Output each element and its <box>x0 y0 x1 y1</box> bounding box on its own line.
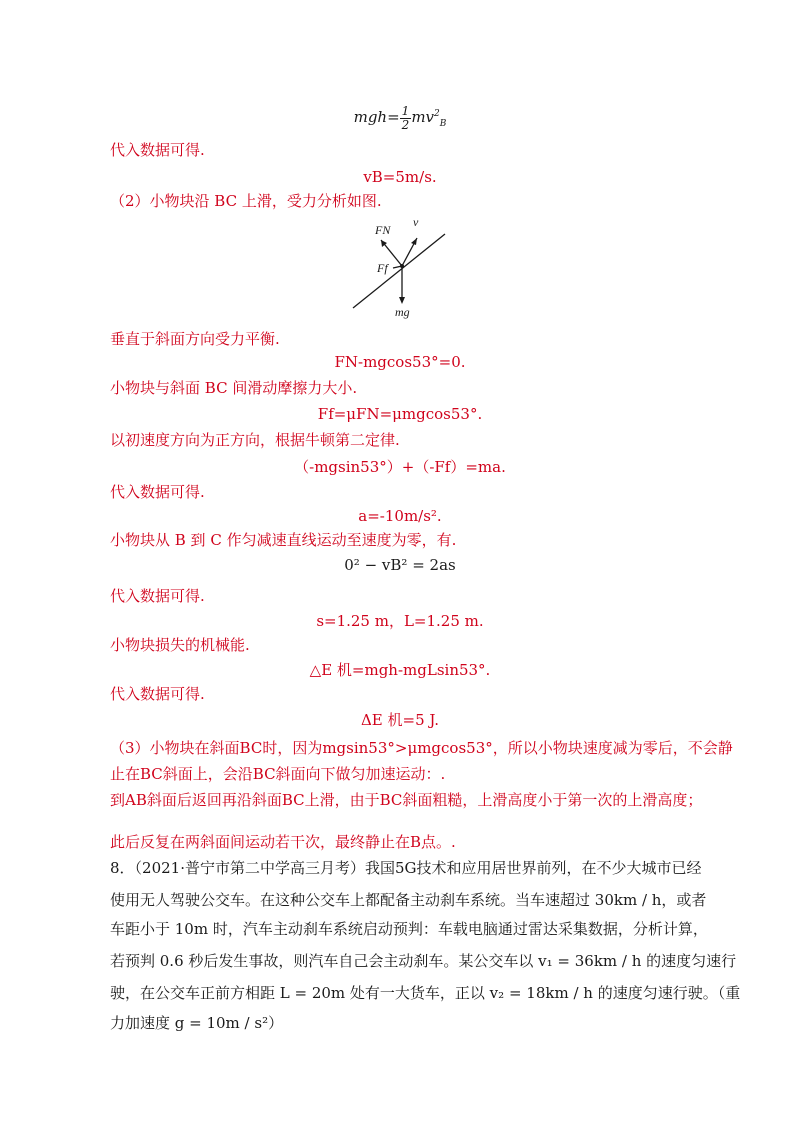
text-motion: 小物块从 B 到 C 作匀减速直线运动至速度为零，有. <box>110 531 457 549</box>
force-diagram <box>345 212 455 322</box>
equation-energy-loss: △E 机=mgh-mgLsin53°. <box>309 661 491 679</box>
fraction-denominator: 2 <box>401 117 410 132</box>
text-friction: 小物块与斜面 BC 间滑动摩擦力大小. <box>110 379 358 397</box>
fraction-numerator: 1 <box>401 103 410 118</box>
equation-normal: FN-mgcos53°=0. <box>334 353 466 371</box>
result-vb: vB=5m/s. <box>363 168 437 186</box>
problem8-line-1: 8．（2021·普宁市第二中学高三月考）我国5G技术和应用居世界前列，在不少大城市已经 <box>110 859 702 877</box>
eq-energy-sup: 2 <box>434 109 440 119</box>
part3-line-2: 止在BC斜面上，会沿BC斜面向下做匀加速运动：. <box>110 765 446 783</box>
part2-intro: （2）小物块沿 BC 上滑，受力分析如图. <box>110 192 382 210</box>
text-newton: 以初速度方向为正方向，根据牛顿第二定律. <box>110 431 400 449</box>
equation-distance: s=1.25 m，L=1.25 m. <box>316 612 484 630</box>
velocity-arrowhead <box>411 238 417 245</box>
text-energy-loss: 小物块损失的机械能. <box>110 636 250 654</box>
equation-newton: （-mgsin53°）+（-Ff）=ma. <box>294 458 506 476</box>
fraction-half <box>400 105 412 132</box>
incline-line <box>353 234 445 308</box>
problem8-line-5: 驶，在公交车正前方相距 L = 20m 处有一大货车，正以 v₂ = 18km / h 的速度匀速行驶。（重 <box>110 984 741 1002</box>
text-substitute-2: 代入数据可得. <box>110 483 205 501</box>
eq-energy-rhs: mv <box>411 108 435 126</box>
text-substitute-3: 代入数据可得. <box>110 587 205 605</box>
eq-energy-lhs: mgh= <box>353 108 400 126</box>
text-substitute-4: 代入数据可得. <box>110 685 205 703</box>
part3-line-3: 到AB斜面后返回再沿斜面BC上滑，由于BC斜面粗糙，上滑高度小于第一次的上滑高度； <box>110 791 703 809</box>
part3-line-1: （3）小物块在斜面BC时，因为mgsin53°>μmgcos53°，所以小物块速度减为零后，不会静 <box>110 739 733 757</box>
problem8-line-3: 车距小于 10m 时，汽车主动刹车系统启动预判：车载电脑通过雷达采集数据，分析计算， <box>110 920 708 938</box>
problem8-line-6: 力加速度 g = 10m / s²） <box>110 1014 284 1032</box>
problem8-line-2: 使用无人驾驶公交车。在这种公交车上都配备主动刹车系统。当车速超过 30km / h，或者 <box>110 891 707 909</box>
label-v: v <box>413 215 419 229</box>
label-ff: Ff <box>377 261 388 275</box>
equation-friction: Ff=μFN=μmgcos53°. <box>317 405 483 423</box>
equation-acceleration: a=-10m/s². <box>358 507 442 525</box>
gravity-arrowhead <box>399 297 405 304</box>
label-fn: FN <box>375 223 391 237</box>
contact-point <box>400 264 404 268</box>
text-perp-balance: 垂直于斜面方向受力平衡. <box>110 330 280 348</box>
part3-line-4: 此后反复在两斜面间运动若干次，最终静止在B点。. <box>110 833 456 851</box>
equation-energy <box>0 104 800 134</box>
equation-kinematic: 0² − vB² = 2as <box>344 556 456 574</box>
problem8-line-4: 若预判 0.6 秒后发生事故，则汽车自己会主动刹车。某公交车以 v₁ = 36km / h 的速度匀速行 <box>110 952 737 970</box>
label-mg: mg <box>395 305 410 319</box>
equation-loss-result: ΔE 机=5 J. <box>360 711 440 729</box>
eq-energy-sub: B <box>439 119 447 129</box>
text-substitute-1: 代入数据可得. <box>110 141 205 159</box>
